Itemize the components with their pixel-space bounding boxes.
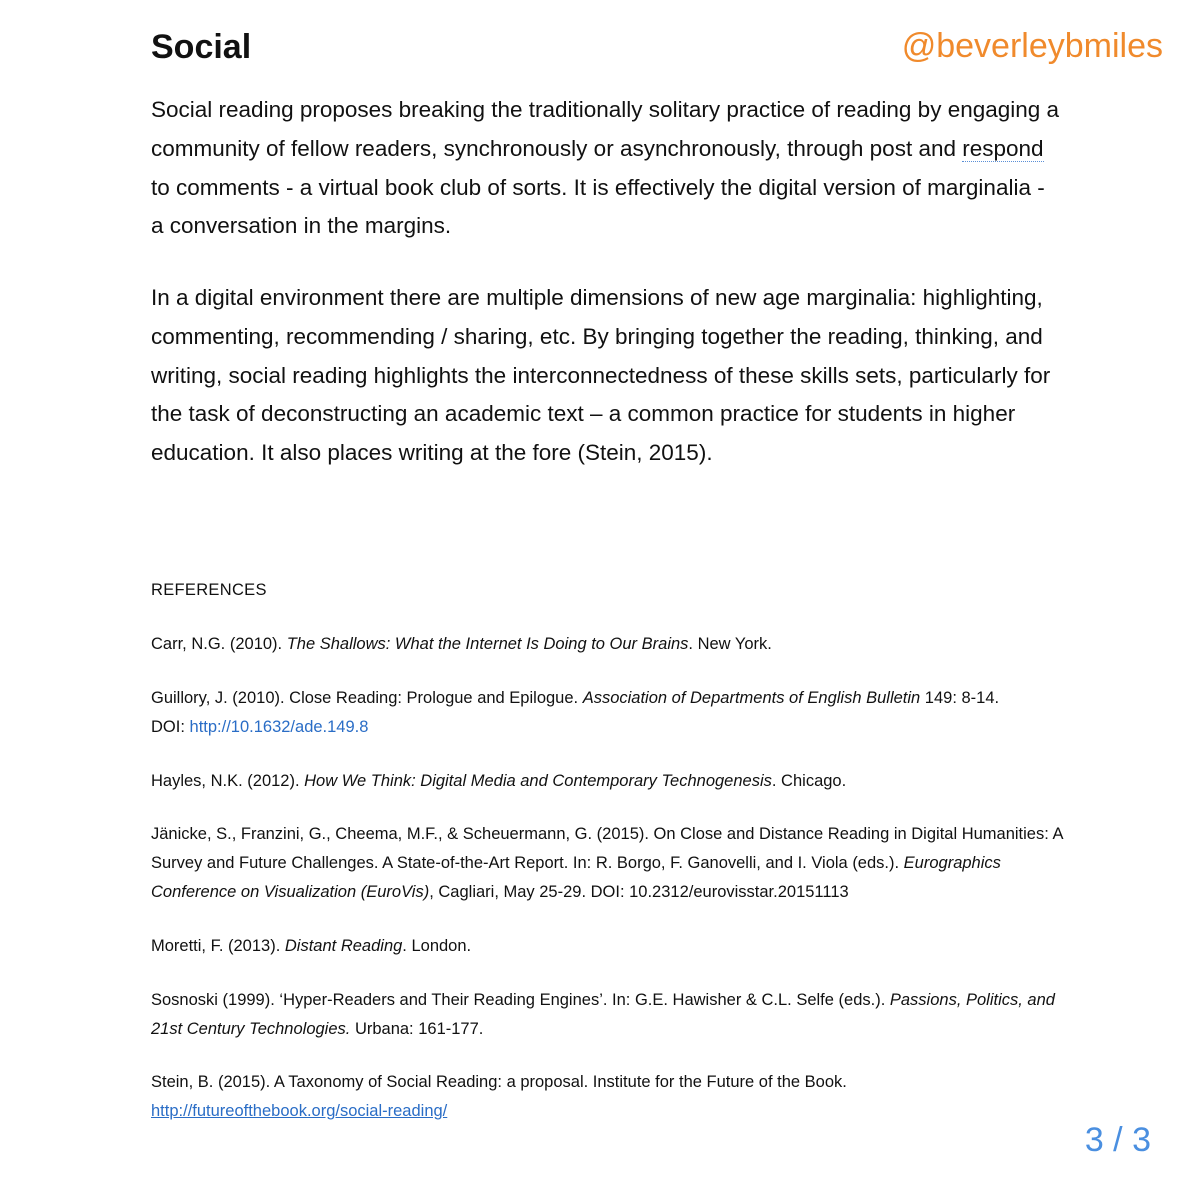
reference-text: 149: 8-14. xyxy=(920,689,1000,707)
reference-title: How We Think: Digital Media and Contemporary Technogenesis xyxy=(304,772,772,790)
reference-text: Stein, B. (2015). A Taxonomy of Social Reading: a proposal. Institute for the Future of the Book. xyxy=(151,1073,847,1091)
reference-item-stein xyxy=(151,1068,1071,1126)
reference-journal: Association of Departments of English Bulletin xyxy=(582,689,921,707)
paragraph-text: Social reading proposes breaking the traditionally solitary practice of reading by engaging a community of fellow readers, synchronously or asynchronously, through post and xyxy=(151,97,1060,161)
doi-label: DOI: xyxy=(151,718,190,736)
reference-text: Sosnoski (1999). ‘Hyper-Readers and Their Reading Engines’. In: G.E. Hawisher & C.L. Selfe (eds.). xyxy=(151,991,890,1009)
reference-text: . London. xyxy=(402,937,472,955)
body-paragraph-2: In a digital environment there are multiple dimensions of new age marginalia: highlighting, commenting, recommending / sharing, etc. By bringing together the reading, thinking, and writing, social reading highlights the interconnectedness of these skills sets, particularly for the task of deconstructing an academic text – a common practice for students in higher education. It also places writing at the fore (Stein, 2015). xyxy=(151,285,1051,466)
references-heading: REFERENCES xyxy=(151,581,267,599)
body-paragraph-1 xyxy=(151,91,1061,246)
reference-title: Eurographics Conference on Visualization (EuroVis) xyxy=(151,854,1001,901)
reference-text: . New York. xyxy=(688,635,772,653)
reference-item-carr xyxy=(151,630,1071,659)
reference-item-hayles xyxy=(151,767,1071,796)
reference-item-guillory xyxy=(151,684,1071,742)
doi-link[interactable]: http://10.1632/ade.149.8 xyxy=(189,718,369,736)
reference-text: Guillory, J. (2010). Close Reading: Prologue and Epilogue. xyxy=(151,689,583,707)
reference-link[interactable]: http://futureofthebook.org/social-reading/ xyxy=(151,1102,448,1120)
reference-title: Passions, Politics, and 21st Century Technologies. xyxy=(151,991,1055,1038)
page-indicator: 3 / 3 xyxy=(1084,1121,1151,1159)
paragraph-text: to comments - a virtual book club of sorts. It is effectively the digital version of marginalia - a conversation in the margins. xyxy=(151,174,1045,239)
reference-text: Urbana: 161-177. xyxy=(350,1020,484,1038)
reference-text: Jänicke, S., Franzini, G., Cheema, M.F., & Scheuermann, G. (2015). On Close and Distance Reading in Digital Humanities: A Survey and Future Challenges. A State-of-the-Art Report. In: R. Borgo, F. Ganovelli, and I. Viola (eds.). xyxy=(151,825,1063,872)
reference-title: Distant Reading xyxy=(284,937,403,955)
spellcheck-marked-word[interactable]: respond xyxy=(962,135,1044,161)
reference-text: , Cagliari, May 25-29. DOI: 10.2312/eurovisstar.20151113 xyxy=(429,883,849,901)
reference-item-janicke xyxy=(151,820,1071,907)
reference-item-moretti xyxy=(151,932,1071,961)
reference-item-sosnoski xyxy=(151,986,1071,1044)
reference-text: Moretti, F. (2013). xyxy=(151,937,285,955)
page-title: Social xyxy=(151,28,252,66)
author-handle: @beverleybmiles xyxy=(901,27,1163,65)
reference-text: Hayles, N.K. (2012). xyxy=(151,772,305,790)
reference-text: . Chicago. xyxy=(771,772,847,790)
reference-text: Carr, N.G. (2010). xyxy=(151,635,287,653)
reference-title: The Shallows: What the Internet Is Doing to Our Brains xyxy=(286,635,689,653)
